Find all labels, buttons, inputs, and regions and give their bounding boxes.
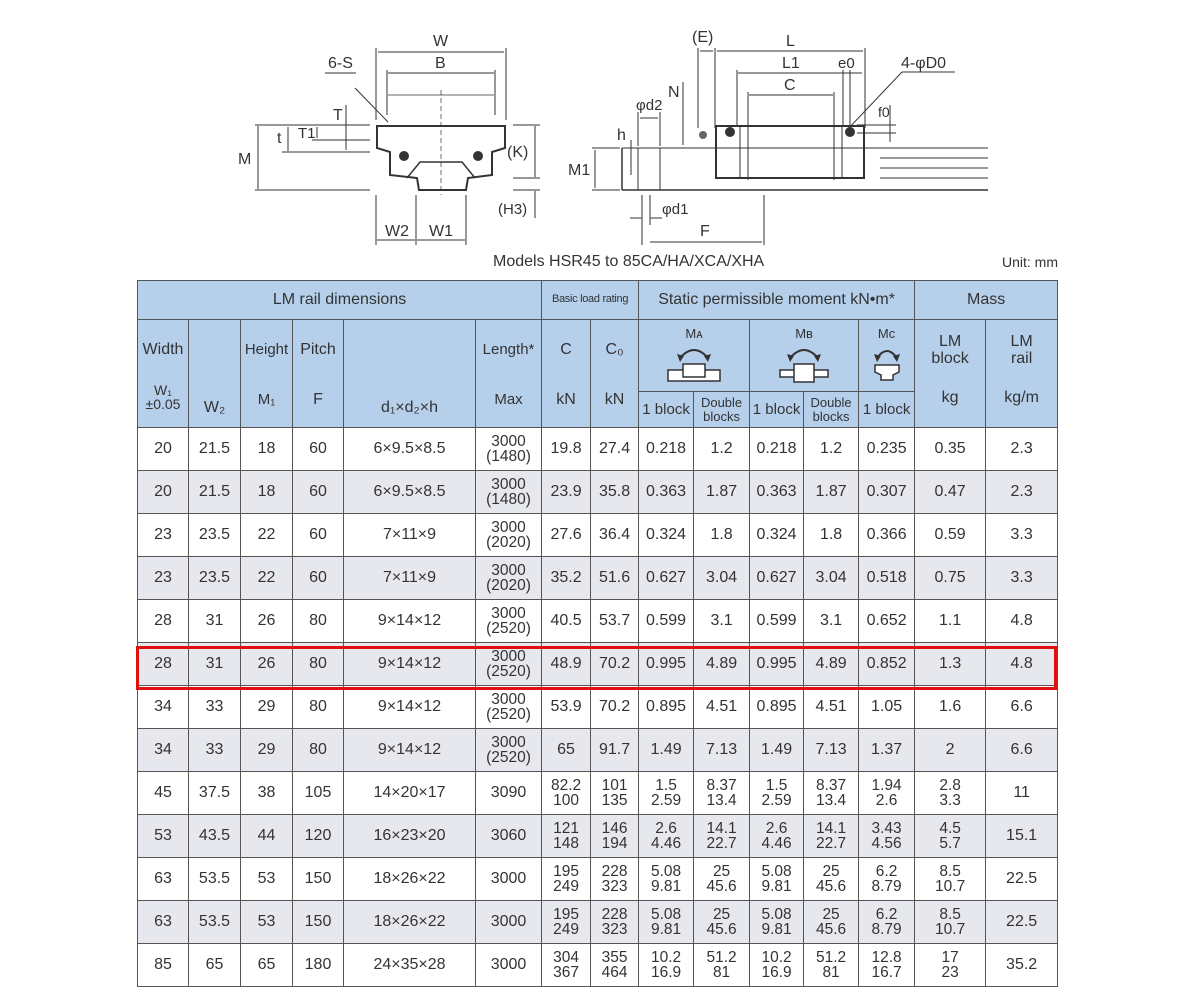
table-row [138, 858, 1058, 901]
cell-co: 53.7 [591, 600, 639, 643]
cell-mb2: 7.13 [804, 729, 859, 772]
table-row [138, 428, 1058, 471]
cell-mc: 3.43 4.56 [859, 815, 915, 858]
cell-mc: 12.8 16.7 [859, 944, 915, 987]
cell-f: 120 [293, 815, 344, 858]
cell-w1: 45 [138, 772, 189, 815]
dim-label-W: W [433, 33, 449, 50]
cell-blk: 17 23 [915, 944, 986, 987]
cell-mb1: 0.627 [750, 557, 804, 600]
cell-f: 80 [293, 686, 344, 729]
cell-d: 18×26×22 [344, 901, 476, 944]
cell-mc: 6.2 8.79 [859, 901, 915, 944]
cell-mc: 0.652 [859, 600, 915, 643]
cell-len: 3060 [476, 815, 542, 858]
header-basic-load-rating: Basic load rating [542, 281, 639, 320]
cell-mb2: 3.04 [804, 557, 859, 600]
cell-ma1: 2.6 4.46 [639, 815, 694, 858]
cell-w2: 37.5 [189, 772, 241, 815]
cell-mb1: 10.2 16.9 [750, 944, 804, 987]
cell-ma2: 14.1 22.7 [694, 815, 750, 858]
cell-w1: 20 [138, 428, 189, 471]
cell-f: 150 [293, 858, 344, 901]
cell-ma2: 3.1 [694, 600, 750, 643]
cell-co: 27.4 [591, 428, 639, 471]
cell-len: 3000 (2520) [476, 643, 542, 686]
cell-ma1: 0.218 [639, 428, 694, 471]
cell-mb1: 1.49 [750, 729, 804, 772]
header-c: C kN [542, 320, 591, 428]
cell-f: 80 [293, 729, 344, 772]
cell-w2: 21.5 [189, 428, 241, 471]
table-row [138, 471, 1058, 514]
table-row [138, 815, 1058, 858]
cell-mb2: 51.2 81 [804, 944, 859, 987]
cell-m1: 65 [241, 944, 293, 987]
cell-mb1: 5.08 9.81 [750, 901, 804, 944]
cell-mb1: 0.895 [750, 686, 804, 729]
cell-ma2: 1.8 [694, 514, 750, 557]
cell-w2: 33 [189, 729, 241, 772]
cell-rail: 15.1 [986, 815, 1058, 858]
cell-w2: 43.5 [189, 815, 241, 858]
cell-ma1: 5.08 9.81 [639, 901, 694, 944]
cell-ma2: 1.2 [694, 428, 750, 471]
cell-m1: 53 [241, 858, 293, 901]
cell-ma2: 3.04 [694, 557, 750, 600]
dim-label-L1: L1 [782, 55, 800, 72]
cell-f: 180 [293, 944, 344, 987]
cell-blk: 2.8 3.3 [915, 772, 986, 815]
cell-mc: 0.518 [859, 557, 915, 600]
cell-w1: 20 [138, 471, 189, 514]
cell-blk: 0.35 [915, 428, 986, 471]
cell-m1: 26 [241, 643, 293, 686]
cell-f: 105 [293, 772, 344, 815]
cell-co: 35.8 [591, 471, 639, 514]
cell-len: 3090 [476, 772, 542, 815]
cell-d: 9×14×12 [344, 729, 476, 772]
cell-w2: 21.5 [189, 471, 241, 514]
cell-co: 91.7 [591, 729, 639, 772]
header-mb-double: Double blocks [804, 392, 859, 428]
table-row [138, 729, 1058, 772]
cell-mb1: 0.995 [750, 643, 804, 686]
cell-ma1: 0.599 [639, 600, 694, 643]
cell-rail: 6.6 [986, 686, 1058, 729]
dim-label-E: (E) [692, 29, 714, 46]
cell-mb1: 0.599 [750, 600, 804, 643]
cell-d: 9×14×12 [344, 643, 476, 686]
cell-mb1: 0.363 [750, 471, 804, 514]
cell-w1: 23 [138, 514, 189, 557]
cell-w1: 63 [138, 901, 189, 944]
cell-mb2: 8.37 13.4 [804, 772, 859, 815]
cell-m1: 18 [241, 471, 293, 514]
cell-mb2: 4.89 [804, 643, 859, 686]
cell-mb2: 1.87 [804, 471, 859, 514]
cell-f: 60 [293, 514, 344, 557]
cell-m1: 44 [241, 815, 293, 858]
cell-m1: 29 [241, 729, 293, 772]
cell-w2: 23.5 [189, 514, 241, 557]
cell-d: 6×9.5×8.5 [344, 428, 476, 471]
cell-rail: 2.3 [986, 471, 1058, 514]
cell-ma1: 0.363 [639, 471, 694, 514]
cell-w2: 33 [189, 686, 241, 729]
cell-mb2: 25 45.6 [804, 858, 859, 901]
cell-mc: 6.2 8.79 [859, 858, 915, 901]
cell-d: 6×9.5×8.5 [344, 471, 476, 514]
dim-label-N: N [668, 84, 680, 101]
cell-co: 228 323 [591, 858, 639, 901]
cell-w2: 53.5 [189, 858, 241, 901]
moment-ma-icon [664, 340, 724, 384]
dim-label-M: M [238, 151, 252, 168]
cell-f: 150 [293, 901, 344, 944]
side-view-diagram [560, 0, 990, 250]
cell-len: 3000 (1480) [476, 428, 542, 471]
cell-rail: 4.8 [986, 600, 1058, 643]
header-ma-1block: 1 block [639, 392, 694, 428]
header-d1-d2-h: d₁×d₂×h [344, 320, 476, 428]
dim-label-W2: W2 [385, 223, 409, 240]
table-row [138, 901, 1058, 944]
table-row [138, 514, 1058, 557]
cell-c: 121 148 [542, 815, 591, 858]
cell-len: 3000 (2520) [476, 686, 542, 729]
cell-ma1: 0.627 [639, 557, 694, 600]
header-w2: W₂ [189, 320, 241, 428]
table-row [138, 600, 1058, 643]
cell-w2: 31 [189, 600, 241, 643]
cell-rail: 22.5 [986, 901, 1058, 944]
cell-f: 80 [293, 600, 344, 643]
cell-c: 23.9 [542, 471, 591, 514]
cell-blk: 0.59 [915, 514, 986, 557]
cell-blk: 2 [915, 729, 986, 772]
cell-ma2: 25 45.6 [694, 901, 750, 944]
cell-mb1: 0.324 [750, 514, 804, 557]
cell-c: 48.9 [542, 643, 591, 686]
cell-rail: 3.3 [986, 514, 1058, 557]
cell-w2: 31 [189, 643, 241, 686]
cell-w1: 28 [138, 643, 189, 686]
cell-w1: 34 [138, 729, 189, 772]
cell-d: 9×14×12 [344, 686, 476, 729]
cell-c: 195 249 [542, 858, 591, 901]
cell-rail: 6.6 [986, 729, 1058, 772]
cell-w1: 23 [138, 557, 189, 600]
cell-c: 53.9 [542, 686, 591, 729]
cell-rail: 4.8 [986, 643, 1058, 686]
cell-ma1: 0.995 [639, 643, 694, 686]
cell-co: 36.4 [591, 514, 639, 557]
cell-len: 3000 (1480) [476, 471, 542, 514]
cell-blk: 1.6 [915, 686, 986, 729]
cell-ma2: 1.87 [694, 471, 750, 514]
cell-c: 27.6 [542, 514, 591, 557]
cell-ma2: 25 45.6 [694, 858, 750, 901]
header-ma-double: Double blocks [694, 392, 750, 428]
header-height: Height M₁ [241, 320, 293, 428]
cell-w1: 53 [138, 815, 189, 858]
cell-mc: 0.852 [859, 643, 915, 686]
cell-rail: 11 [986, 772, 1058, 815]
cell-mb1: 2.6 4.46 [750, 815, 804, 858]
header-mc-1block: 1 block [859, 392, 915, 428]
cell-co: 51.6 [591, 557, 639, 600]
spec-table [137, 280, 1058, 987]
table-row-highlighted [138, 643, 1058, 686]
header-lm-rail-dimensions: LM rail dimensions [138, 281, 542, 320]
cell-ma2: 7.13 [694, 729, 750, 772]
cell-ma2: 4.89 [694, 643, 750, 686]
cell-m1: 38 [241, 772, 293, 815]
cell-len: 3000 (2020) [476, 514, 542, 557]
cell-d: 7×11×9 [344, 514, 476, 557]
models-caption: Models HSR45 to 85CA/HA/XCA/XHA [493, 253, 765, 270]
cell-mc: 0.366 [859, 514, 915, 557]
cell-d: 16×23×20 [344, 815, 476, 858]
dim-label-T1: T1 [298, 125, 316, 142]
cell-c: 40.5 [542, 600, 591, 643]
cell-rail: 2.3 [986, 428, 1058, 471]
cell-w2: 23.5 [189, 557, 241, 600]
dim-label-6S: 6-S [328, 55, 353, 72]
cell-f: 60 [293, 557, 344, 600]
cell-m1: 29 [241, 686, 293, 729]
cell-ma1: 10.2 16.9 [639, 944, 694, 987]
cell-co: 70.2 [591, 686, 639, 729]
header-static-moment: Static permissible moment kN•m* [639, 281, 915, 320]
cell-w1: 28 [138, 600, 189, 643]
cross-section-diagram [230, 0, 560, 250]
dim-label-d1: φd1 [662, 201, 689, 218]
dim-label-t: t [277, 130, 282, 147]
cell-c: 19.8 [542, 428, 591, 471]
cell-c: 82.2 100 [542, 772, 591, 815]
cell-rail: 22.5 [986, 858, 1058, 901]
dim-label-T: T [333, 107, 343, 124]
cell-mb2: 4.51 [804, 686, 859, 729]
cell-d: 7×11×9 [344, 557, 476, 600]
dim-label-M1: M1 [568, 162, 591, 179]
cell-rail: 3.3 [986, 557, 1058, 600]
cell-w1: 63 [138, 858, 189, 901]
cell-mb2: 14.1 22.7 [804, 815, 859, 858]
cell-mb2: 1.2 [804, 428, 859, 471]
dim-label-W1: W1 [429, 223, 453, 240]
cell-w1: 34 [138, 686, 189, 729]
header-mass: Mass [915, 281, 1058, 320]
cell-blk: 0.47 [915, 471, 986, 514]
cell-c: 195 249 [542, 901, 591, 944]
cell-ma2: 8.37 13.4 [694, 772, 750, 815]
cell-len: 3000 [476, 944, 542, 987]
dim-label-F: F [700, 223, 710, 240]
cell-d: 9×14×12 [344, 600, 476, 643]
dim-label-B: B [435, 55, 446, 72]
cell-mb1: 5.08 9.81 [750, 858, 804, 901]
header-mc: Mᴄ [859, 320, 915, 392]
cell-co: 101 135 [591, 772, 639, 815]
header-lm-block: LM block kg [915, 320, 986, 428]
cell-blk: 4.5 5.7 [915, 815, 986, 858]
cell-len: 3000 [476, 858, 542, 901]
header-width: Width W₁ ±0.05 [138, 320, 189, 428]
cell-len: 3000 (2020) [476, 557, 542, 600]
cell-co: 355 464 [591, 944, 639, 987]
cell-rail: 35.2 [986, 944, 1058, 987]
cell-mc: 1.05 [859, 686, 915, 729]
cell-c: 65 [542, 729, 591, 772]
cell-mb1: 1.5 2.59 [750, 772, 804, 815]
cell-f: 60 [293, 471, 344, 514]
dim-label-L: L [786, 33, 795, 50]
header-pitch: Pitch F [293, 320, 344, 428]
cell-mb2: 25 45.6 [804, 901, 859, 944]
cell-co: 228 323 [591, 901, 639, 944]
cell-co: 146 194 [591, 815, 639, 858]
cell-w1: 85 [138, 944, 189, 987]
cell-c: 304 367 [542, 944, 591, 987]
cell-d: 18×26×22 [344, 858, 476, 901]
cell-f: 80 [293, 643, 344, 686]
header-co: C₀ kN [591, 320, 639, 428]
cell-mc: 1.94 2.6 [859, 772, 915, 815]
moment-mc-icon [869, 340, 905, 384]
cell-m1: 22 [241, 557, 293, 600]
cell-m1: 53 [241, 901, 293, 944]
cell-f: 60 [293, 428, 344, 471]
header-mb-1block: 1 block [750, 392, 804, 428]
cell-ma1: 0.324 [639, 514, 694, 557]
cell-blk: 8.5 10.7 [915, 858, 986, 901]
header-ma: Mᴀ [639, 320, 750, 392]
cell-mc: 1.37 [859, 729, 915, 772]
cell-blk: 1.3 [915, 643, 986, 686]
cell-w2: 53.5 [189, 901, 241, 944]
dim-label-4D0: 4-φD0 [901, 55, 947, 72]
cell-ma1: 1.49 [639, 729, 694, 772]
cell-blk: 1.1 [915, 600, 986, 643]
cell-m1: 26 [241, 600, 293, 643]
dim-label-K: (K) [507, 144, 529, 161]
cell-blk: 0.75 [915, 557, 986, 600]
cell-w2: 65 [189, 944, 241, 987]
cell-mb2: 1.8 [804, 514, 859, 557]
dim-label-H3: (H3) [498, 201, 528, 218]
dim-label-C: C [784, 77, 796, 94]
dim-label-e0: e0 [838, 55, 855, 72]
cell-blk: 8.5 10.7 [915, 901, 986, 944]
unit-label: Unit: mm [1002, 254, 1058, 270]
table-row [138, 772, 1058, 815]
cell-ma1: 1.5 2.59 [639, 772, 694, 815]
table-row [138, 944, 1058, 987]
cell-m1: 18 [241, 428, 293, 471]
cell-d: 14×20×17 [344, 772, 476, 815]
moment-mb-icon [774, 340, 834, 384]
cell-ma1: 0.895 [639, 686, 694, 729]
cell-len: 3000 [476, 901, 542, 944]
cell-len: 3000 (2520) [476, 600, 542, 643]
header-mb: Mʙ [750, 320, 859, 392]
header-length: Length* Max [476, 320, 542, 428]
dim-label-f0: f0 [878, 104, 890, 120]
cell-mc: 0.307 [859, 471, 915, 514]
cell-len: 3000 (2520) [476, 729, 542, 772]
cell-m1: 22 [241, 514, 293, 557]
cell-ma1: 5.08 9.81 [639, 858, 694, 901]
header-lm-rail: LM rail kg/m [986, 320, 1058, 428]
table-row [138, 557, 1058, 600]
dim-label-d2: φd2 [636, 97, 663, 114]
cell-ma2: 51.2 81 [694, 944, 750, 987]
cell-mb1: 0.218 [750, 428, 804, 471]
cell-mb2: 3.1 [804, 600, 859, 643]
table-row [138, 686, 1058, 729]
cell-c: 35.2 [542, 557, 591, 600]
dim-label-h: h [617, 127, 626, 144]
cell-ma2: 4.51 [694, 686, 750, 729]
cell-d: 24×35×28 [344, 944, 476, 987]
cell-mc: 0.235 [859, 428, 915, 471]
cell-co: 70.2 [591, 643, 639, 686]
